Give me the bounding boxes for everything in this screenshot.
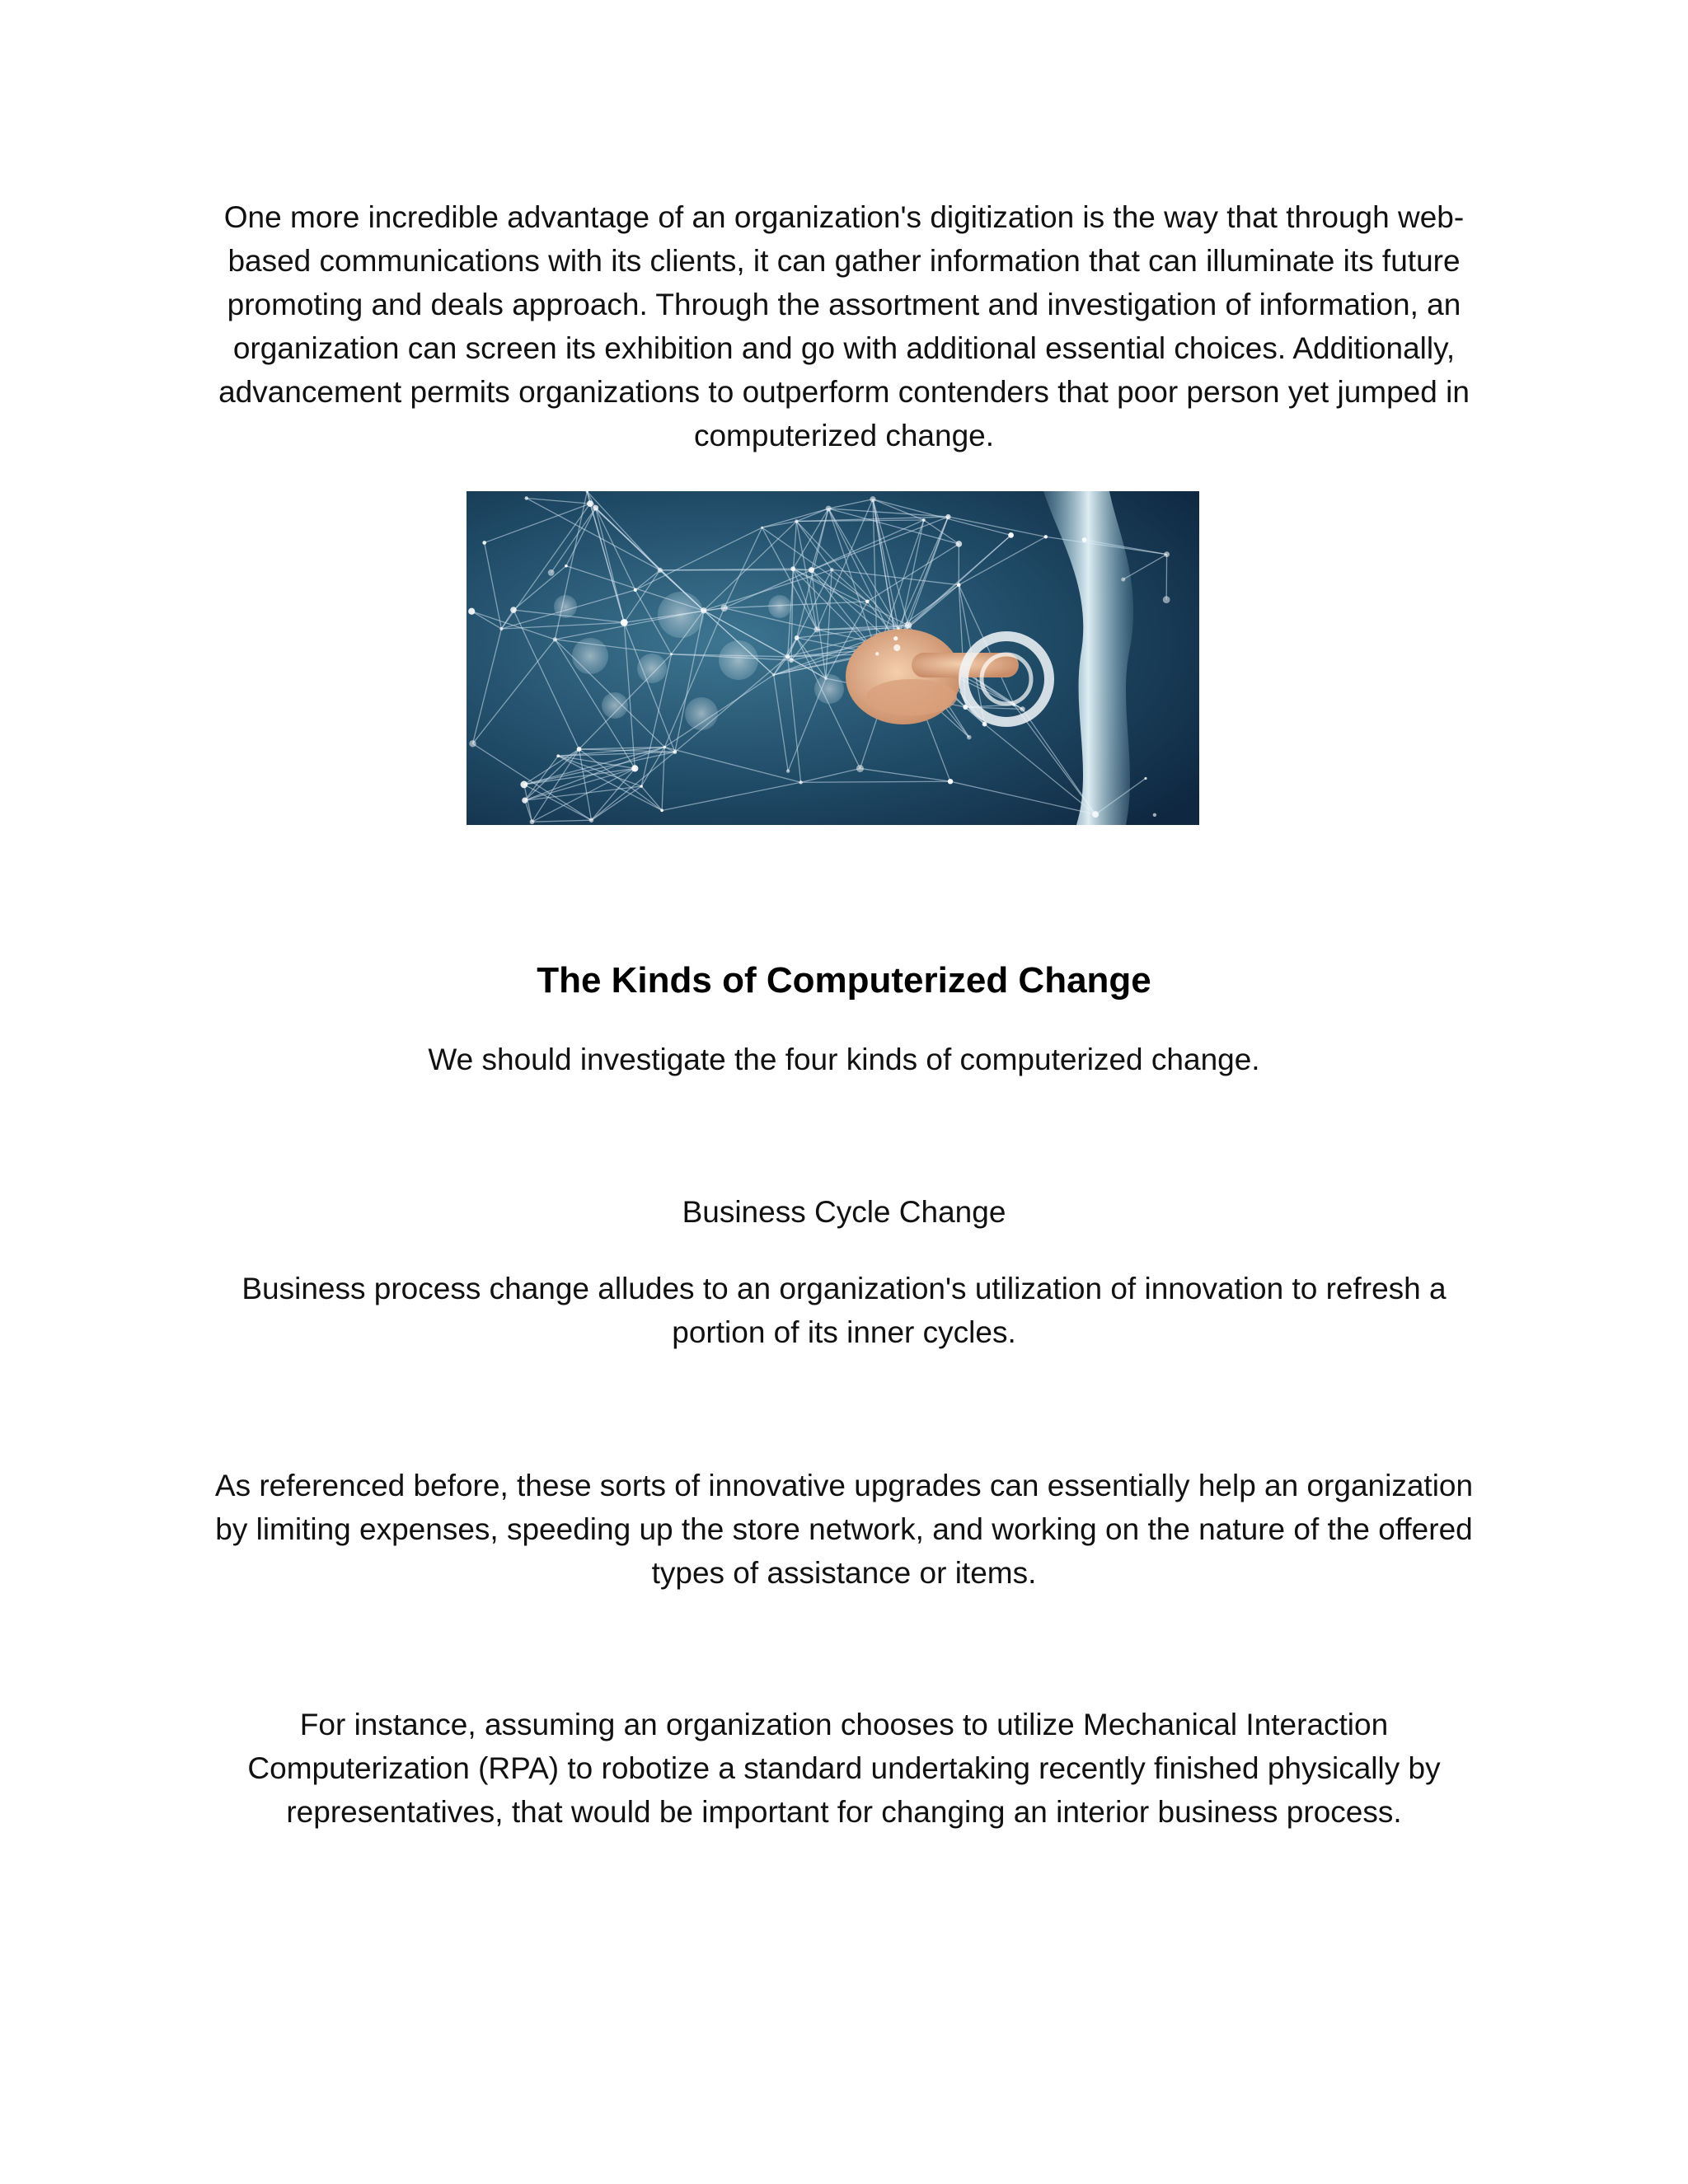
- section-intro: We should investigate the four kinds of computerized change.: [428, 1043, 1260, 1076]
- intro-paragraph: One more incredible advantage of an organization's digitization is the way that through web-based communications with its clients, it can gather information that can illuminate its future promoting and deals approach. Through the assortment and investigation of information, an organization can screen its exhibition and go with additional essential choices. Additionally, advancement permits organizations to outperform contenders that poor person yet jumped in computerized change.: [218, 200, 1470, 452]
- subsection-heading: Business Cycle Change: [682, 1195, 1006, 1229]
- subsection-paragraph-2: As referenced before, these sorts of innovative upgrades can essentially help an organization by limiting expenses, speeding up the store network, and working on the nature of the offered types of assistance or items.: [214, 1469, 1474, 1590]
- section-heading: The Kinds of Computerized Change: [537, 960, 1151, 1001]
- digital-network-hand-image: [467, 491, 1199, 825]
- subsection-paragraph-1: Business process change alludes to an organization's utilization of innovation to refresh a portion of its inner cycles.: [241, 1272, 1447, 1349]
- subsection-paragraph-3: For instance, assuming an organization chooses to utilize Mechanical Interaction Computerization (RPA) to robotize a standard undertaking recently finished physically by representatives, that would be important for changing an interior business process.: [247, 1708, 1441, 1829]
